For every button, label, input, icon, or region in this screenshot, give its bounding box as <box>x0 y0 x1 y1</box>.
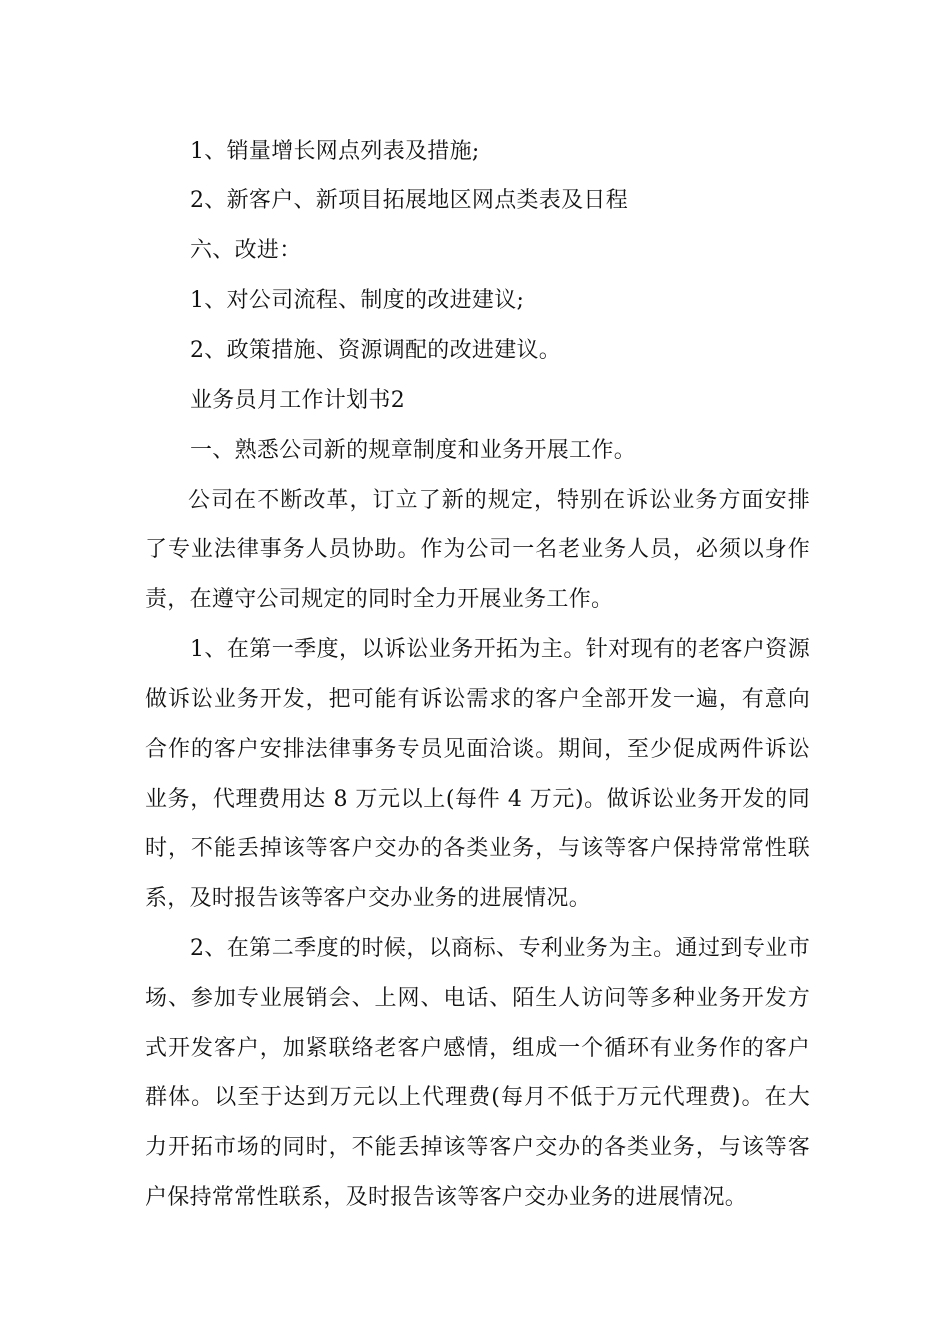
list-item-process-suggestions: 1、对公司流程、制度的改进建议; <box>190 288 525 313</box>
paragraph-line: 合作的客户安排法律事务专员见面洽谈。期间，至少促成两件诉讼 <box>145 737 810 762</box>
list-item-sales-growth: 1、销量增长网点列表及措施; <box>190 139 480 164</box>
paragraph-line: 系，及时报告该等客户交办业务的进展情况。 <box>145 886 592 911</box>
paragraph-line: 群体。以至于达到万元以上代理费(每月不低于万元代理费)。在大 <box>145 1085 810 1110</box>
list-item-new-customers: 2、新客户、新项目拓展地区网点类表及日程 <box>190 188 628 213</box>
list-item-policy-suggestions: 2、政策措施、资源调配的改进建议。 <box>190 338 562 363</box>
paragraph-line: 责，在遵守公司规定的同时全力开展业务工作。 <box>145 587 614 612</box>
paragraph-line: 场、参加专业展销会、上网、电话、陌生人访问等多种业务开发方 <box>145 986 810 1011</box>
paragraph-line: 1、在第一季度，以诉讼业务开拓为主。针对现有的老客户资源 <box>190 637 810 662</box>
paragraph-line: 公司在不断改革，订立了新的规定，特别在诉讼业务方面安排 <box>188 488 810 513</box>
section-heading-regulations: 一、熟悉公司新的规章制度和业务开展工作。 <box>190 438 637 463</box>
paragraph-line: 力开拓市场的同时，不能丢掉该等客户交办的各类业务，与该等客 <box>145 1135 810 1160</box>
paragraph-line: 式开发客户，加紧联络老客户感情，组成一个循环有业务作的客户 <box>145 1036 810 1061</box>
section-heading-improvement: 六、改进： <box>190 238 302 263</box>
paragraph-line: 了专业法律事务人员协助。作为公司一名老业务人员，必须以身作 <box>145 537 810 562</box>
paragraph-line: 2、在第二季度的时候，以商标、专利业务为主。通过到专业市 <box>190 936 810 961</box>
paragraph-line: 业务，代理费用达 8 万元以上(每件 4 万元)。做诉讼业务开发的同 <box>145 787 810 812</box>
document-title: 业务员月工作计划书2 <box>190 388 405 413</box>
paragraph-line: 户保持常常性联系，及时报告该等客户交办业务的进展情况。 <box>145 1185 748 1210</box>
paragraph-line: 时，不能丢掉该等客户交办的各类业务，与该等客户保持常常性联 <box>145 836 810 861</box>
paragraph-line: 做诉讼业务开发，把可能有诉讼需求的客户全部开发一遍，有意向 <box>145 687 810 712</box>
